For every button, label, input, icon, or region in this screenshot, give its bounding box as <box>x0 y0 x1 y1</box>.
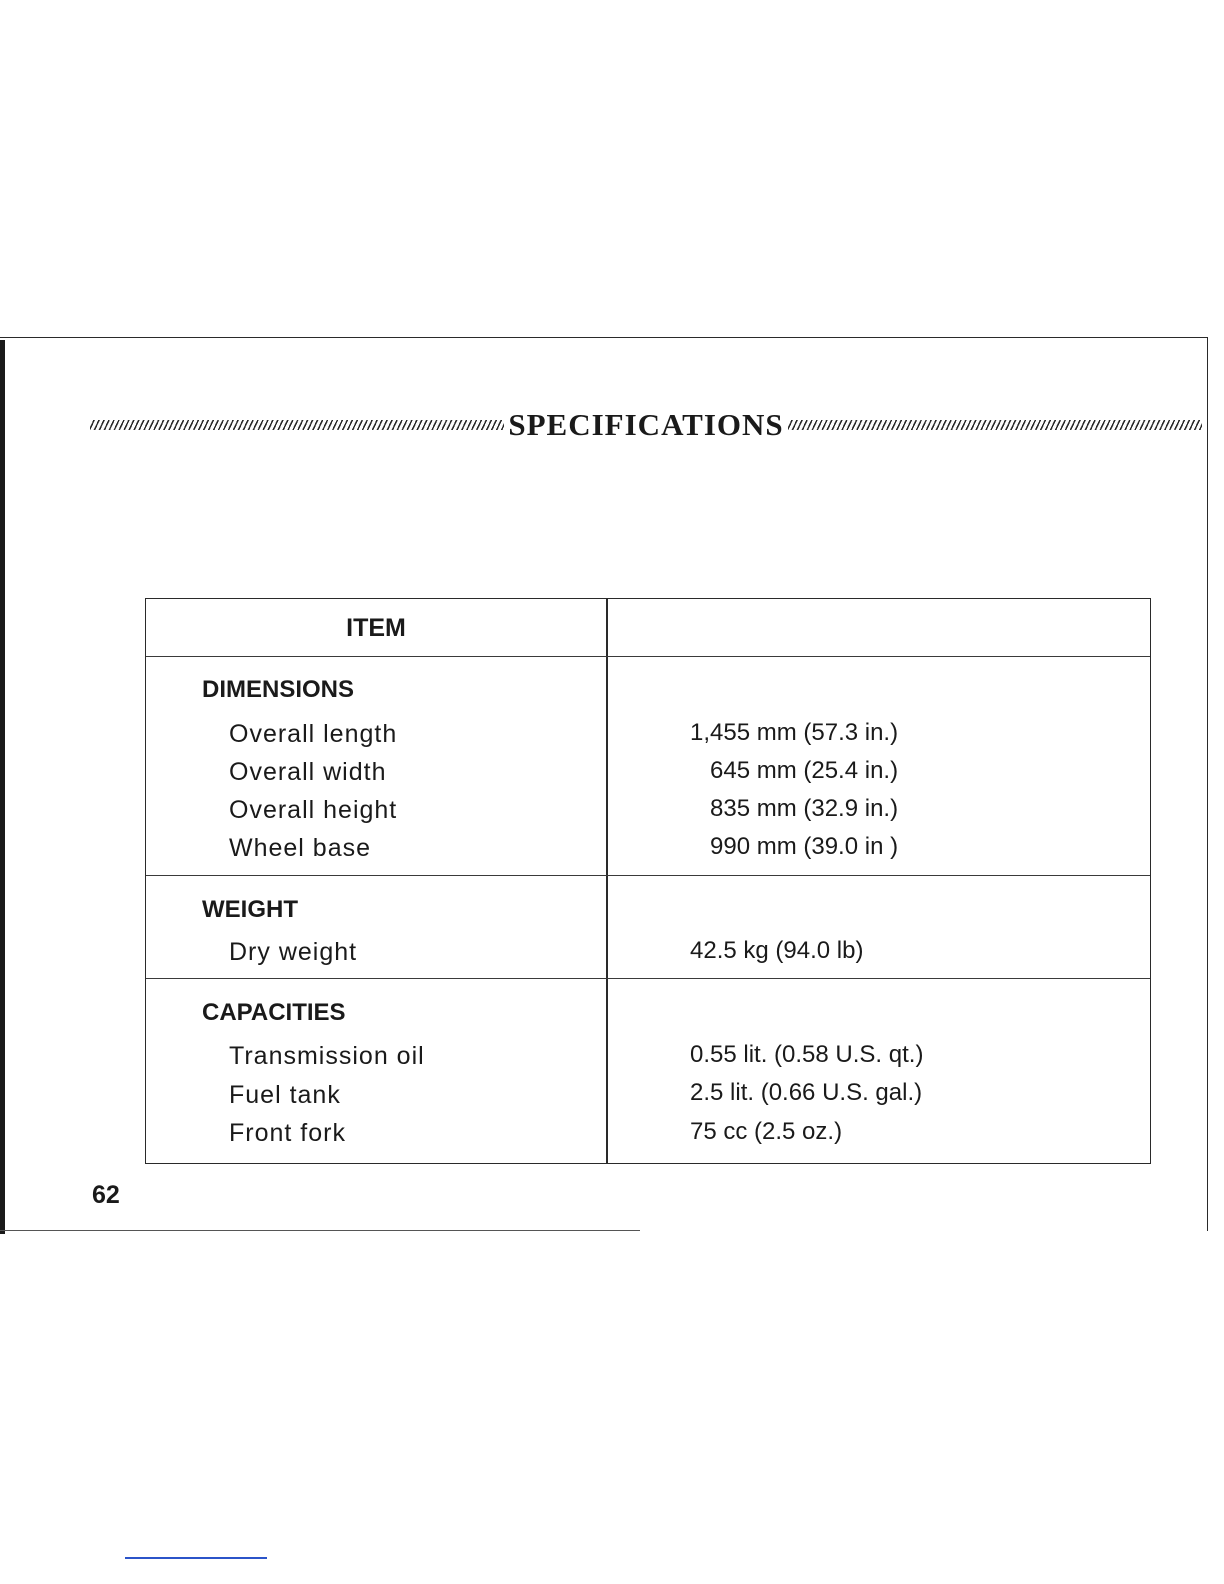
title-row <box>90 405 1202 445</box>
row-label-overall-height: Overall height <box>229 796 398 824</box>
row-label-front-fork: Front fork <box>229 1119 346 1147</box>
column-header-item: ITEM <box>346 613 406 642</box>
page-number: 62 <box>92 1181 120 1209</box>
section-title-dimensions: DIMENSIONS <box>202 676 355 703</box>
section-title-capacities: CAPACITIES <box>202 999 346 1026</box>
row-value-transmission-oil: 0.55 lit. (0.58 U.S. qt.) <box>690 1041 924 1068</box>
row-label-overall-length: Overall length <box>229 720 398 748</box>
row-label-fuel-tank: Fuel tank <box>229 1081 341 1109</box>
page-edge-bar <box>0 340 5 1234</box>
row-label-wheel-base: Wheel base <box>229 834 372 862</box>
row-value-fuel-tank: 2.5 lit. (0.66 U.S. gal.) <box>690 1079 923 1106</box>
section-rule-dimensions <box>146 875 1150 876</box>
section-title-weight: WEIGHT <box>202 896 298 923</box>
row-value-overall-width: 645 mm (25.4 in.) <box>710 757 899 784</box>
scan-artifact-line <box>125 1557 267 1559</box>
header-rule <box>146 656 1150 657</box>
row-label-overall-width: Overall width <box>229 758 387 786</box>
row-value-overall-height: 835 mm (32.9 in.) <box>710 795 899 822</box>
column-divider <box>606 599 608 1163</box>
page-title: SPECIFICATIONS <box>508 407 784 442</box>
row-value-overall-length: 1,455 mm (57.3 in.) <box>690 719 899 746</box>
title-hatch-left <box>90 420 504 430</box>
row-label-transmission-oil: Transmission oil <box>229 1042 425 1070</box>
row-value-front-fork: 75 cc (2.5 oz.) <box>690 1118 843 1145</box>
specifications-table <box>145 598 1151 1164</box>
row-value-wheel-base: 990 mm (39.0 in ) <box>710 833 899 860</box>
title-hatch-right <box>788 420 1202 430</box>
row-label-dry-weight: Dry weight <box>229 938 358 966</box>
section-rule-weight <box>146 978 1150 979</box>
row-value-dry-weight: 42.5 kg (94.0 lb) <box>690 937 864 964</box>
page-bottom-rule <box>0 1230 640 1231</box>
